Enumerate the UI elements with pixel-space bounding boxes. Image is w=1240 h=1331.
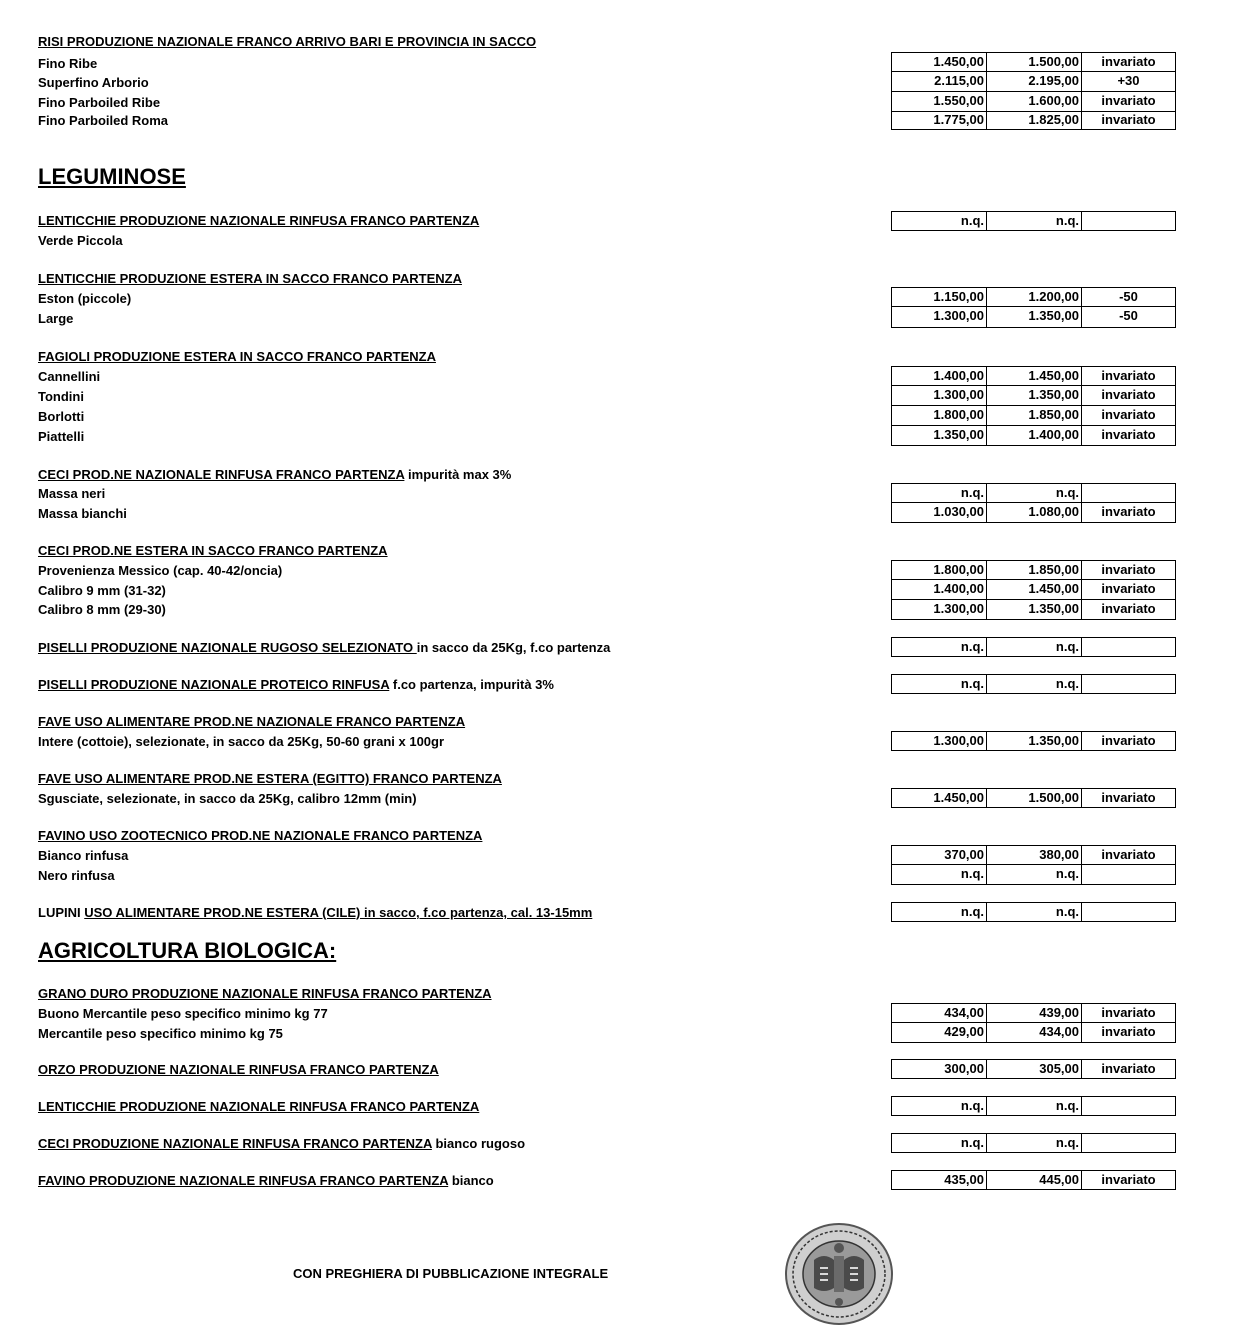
price-min: 1.400,00 (892, 580, 987, 599)
price-variation: invariato (1101, 368, 1156, 383)
price-row (891, 483, 1176, 503)
price-min: n.q. (892, 638, 987, 656)
row-label: Nero rinfusa (38, 868, 115, 883)
row-label: Eston (piccole) (38, 291, 132, 306)
row-label: Calibro 9 mm (31-32) (38, 583, 166, 598)
price-variation (1082, 903, 1175, 921)
price-min: 1.300,00 (892, 600, 987, 619)
price-max: 1.850,00 (987, 561, 1082, 579)
section-heading-fave-naz: FAVE USO ALIMENTARE PROD.NE NAZIONALE FRANCO PARTENZA (38, 714, 466, 729)
row-label: Verde Piccola (38, 233, 123, 248)
row-label: Large (38, 311, 74, 326)
price-variation: +30 (1117, 73, 1140, 88)
price-row (891, 426, 1176, 446)
section-title-leguminose: LEGUMINOSE (38, 164, 186, 189)
row-label: Mercantile peso specifico minimo kg 75 (38, 1026, 283, 1041)
price-min: 1.350,00 (892, 426, 987, 445)
price-row (891, 600, 1176, 620)
row-label: Tondini (38, 389, 84, 404)
price-row (891, 865, 1176, 885)
price-min: n.q. (892, 484, 987, 502)
row-label: Sgusciate, selezionate, in sacco da 25Kg, calibro 12mm (min) (38, 791, 417, 806)
price-variation: invariato (1101, 733, 1156, 748)
price-max: n.q. (987, 1134, 1082, 1152)
price-max: 1.450,00 (987, 367, 1082, 385)
price-variation (1082, 675, 1175, 693)
row-label: Massa neri (38, 486, 106, 501)
price-variation (1082, 1134, 1175, 1152)
price-row (891, 386, 1176, 406)
section-heading-risi: RISI PRODUZIONE NAZIONALE FRANCO ARRIVO BARI E PROVINCIA IN SACCO (38, 34, 537, 49)
section-heading-piselli-proteico: PISELLI PRODUZIONE NAZIONALE PROTEICO RINFUSA f.co partenza, impurità 3% (38, 677, 554, 692)
price-max: n.q. (987, 212, 1082, 230)
row-label: Buono Mercantile peso specifico minimo kg 77 (38, 1006, 328, 1021)
section-heading-favino-zoo: FAVINO USO ZOOTECNICO PROD.NE NAZIONALE FRANCO PARTENZA (38, 828, 483, 843)
price-min: 1.800,00 (892, 406, 987, 425)
price-max: 1.400,00 (987, 426, 1082, 445)
price-variation: invariato (1101, 93, 1156, 108)
section-heading-orzo-bio: ORZO PRODUZIONE NAZIONALE RINFUSA FRANCO PARTENZA (38, 1062, 439, 1077)
price-max: 380,00 (987, 846, 1082, 864)
price-variation: invariato (1101, 562, 1156, 577)
price-max: n.q. (987, 484, 1082, 502)
price-max: 434,00 (987, 1023, 1082, 1042)
price-row (891, 1096, 1176, 1116)
price-max: 1.080,00 (987, 503, 1082, 522)
price-variation: invariato (1101, 504, 1156, 519)
price-max: 1.350,00 (987, 386, 1082, 405)
price-min: 370,00 (892, 846, 987, 864)
price-min: n.q. (892, 1097, 987, 1115)
price-max: 1.850,00 (987, 406, 1082, 425)
price-variation (1082, 212, 1175, 230)
price-max: n.q. (987, 675, 1082, 693)
row-label: Intere (cottoie), selezionate, in sacco da 25Kg, 50-60 grani x 100gr (38, 734, 445, 749)
price-max: 1.600,00 (987, 92, 1082, 111)
row-label: Fino Parboiled Ribe (38, 95, 161, 110)
price-row (891, 307, 1176, 328)
price-min: 2.115,00 (892, 72, 987, 91)
price-variation: -50 (1119, 308, 1138, 323)
price-max: 305,00 (987, 1060, 1082, 1078)
price-max: 1.500,00 (987, 53, 1082, 71)
price-max: 445,00 (987, 1171, 1082, 1189)
row-label: Fino Ribe (38, 56, 98, 71)
row-label: Cannellini (38, 369, 101, 384)
price-max: 439,00 (987, 1004, 1082, 1022)
official-seal-icon (784, 1222, 894, 1326)
price-row (891, 1170, 1176, 1190)
price-variation: invariato (1101, 54, 1156, 69)
price-variation: invariato (1101, 112, 1156, 127)
price-row (891, 902, 1176, 922)
price-row (891, 1003, 1176, 1023)
section-heading-ceci-est: CECI PROD.NE ESTERA IN SACCO FRANCO PARTENZA (38, 543, 388, 558)
price-row (891, 503, 1176, 523)
price-variation: invariato (1101, 601, 1156, 616)
price-row (891, 1059, 1176, 1079)
price-min: 435,00 (892, 1171, 987, 1189)
price-variation: invariato (1101, 1172, 1156, 1187)
section-heading-ceci-naz: CECI PROD.NE NAZIONALE RINFUSA FRANCO PARTENZA impurità max 3% (38, 467, 512, 482)
price-variation: invariato (1101, 790, 1156, 805)
price-variation: -50 (1119, 289, 1138, 304)
row-label: Superfino Arborio (38, 75, 149, 90)
price-min: 1.450,00 (892, 789, 987, 807)
price-row (891, 560, 1176, 580)
price-row (891, 111, 1176, 130)
price-min: n.q. (892, 675, 987, 693)
price-variation: invariato (1101, 387, 1156, 402)
section-heading-grano-bio: GRANO DURO PRODUZIONE NAZIONALE RINFUSA FRANCO PARTENZA (38, 986, 492, 1001)
price-row (891, 406, 1176, 426)
price-max: 1.350,00 (987, 600, 1082, 619)
section-heading-lupini: LUPINI USO ALIMENTARE PROD.NE ESTERA (CILE) in sacco, f.co partenza, cal. 13-15mm (38, 905, 593, 920)
price-row (891, 1133, 1176, 1153)
price-row (891, 845, 1176, 865)
price-max: 1.500,00 (987, 789, 1082, 807)
price-min: n.q. (892, 1134, 987, 1152)
section-heading-ceci-bio: CECI PRODUZIONE NAZIONALE RINFUSA FRANCO PARTENZA bianco rugoso (38, 1136, 526, 1151)
price-variation: invariato (1101, 1005, 1156, 1020)
price-min: 1.300,00 (892, 732, 987, 750)
section-heading-lenticchie-bio: LENTICCHIE PRODUZIONE NAZIONALE RINFUSA FRANCO PARTENZA (38, 1099, 480, 1114)
price-max: n.q. (987, 638, 1082, 656)
row-label: Massa bianchi (38, 506, 127, 521)
row-label: Fino Parboiled Roma (38, 113, 169, 128)
price-min: 1.450,00 (892, 53, 987, 71)
price-variation: invariato (1101, 581, 1156, 596)
row-label: Bianco rinfusa (38, 848, 129, 863)
price-variation: invariato (1101, 1061, 1156, 1076)
row-label: Borlotti (38, 409, 85, 424)
publication-note: CON PREGHIERA DI PUBBLICAZIONE INTEGRALE (293, 1266, 609, 1281)
price-min: 1.300,00 (892, 386, 987, 405)
price-min: 1.150,00 (892, 288, 987, 306)
price-max: n.q. (987, 903, 1082, 921)
price-row (891, 72, 1176, 92)
price-max: 2.195,00 (987, 72, 1082, 91)
price-min: 1.030,00 (892, 503, 987, 522)
section-heading-lenticchie-est: LENTICCHIE PRODUZIONE ESTERA IN SACCO FRANCO PARTENZA (38, 271, 462, 286)
row-label: Provenienza Messico (cap. 40-42/oncia) (38, 563, 283, 578)
price-min: n.q. (892, 865, 987, 884)
price-variation (1082, 865, 1175, 884)
price-max: 1.825,00 (987, 111, 1082, 129)
price-variation: invariato (1101, 1024, 1156, 1039)
price-min: 300,00 (892, 1060, 987, 1078)
section-heading-fave-est: FAVE USO ALIMENTARE PROD.NE ESTERA (EGITTO) FRANCO PARTENZA (38, 771, 502, 786)
section-title-biologica: AGRICOLTURA BIOLOGICA: (38, 938, 337, 963)
price-variation (1082, 484, 1175, 502)
section-heading-piselli-rugoso: PISELLI PRODUZIONE NAZIONALE RUGOSO SELEZIONATO in sacco da 25Kg, f.co partenza (38, 640, 611, 655)
price-max: n.q. (987, 865, 1082, 884)
price-variation (1082, 638, 1175, 656)
price-min: n.q. (892, 212, 987, 230)
price-variation: invariato (1101, 847, 1156, 862)
price-row (891, 287, 1176, 307)
price-variation (1082, 1097, 1175, 1115)
price-min: n.q. (892, 903, 987, 921)
price-min: 1.300,00 (892, 307, 987, 327)
price-variation: invariato (1101, 427, 1156, 442)
section-heading-fagioli: FAGIOLI PRODUZIONE ESTERA IN SACCO FRANCO PARTENZA (38, 349, 436, 364)
price-row (891, 788, 1176, 808)
price-min: 429,00 (892, 1023, 987, 1042)
price-max: 1.350,00 (987, 732, 1082, 750)
price-max: n.q. (987, 1097, 1082, 1115)
price-row (891, 211, 1176, 231)
price-row (891, 92, 1176, 112)
price-row (891, 674, 1176, 694)
price-row (891, 731, 1176, 751)
price-min: 434,00 (892, 1004, 987, 1022)
row-label: Piattelli (38, 429, 85, 444)
price-max: 1.350,00 (987, 307, 1082, 327)
price-row (891, 637, 1176, 657)
row-label: Calibro 8 mm (29-30) (38, 602, 166, 617)
price-max: 1.200,00 (987, 288, 1082, 306)
price-max: 1.450,00 (987, 580, 1082, 599)
price-row (891, 366, 1176, 386)
price-min: 1.800,00 (892, 561, 987, 579)
price-row (891, 52, 1176, 72)
price-min: 1.775,00 (892, 111, 987, 129)
section-heading-lenticchie-naz: LENTICCHIE PRODUZIONE NAZIONALE RINFUSA FRANCO PARTENZA (38, 213, 480, 228)
price-min: 1.550,00 (892, 92, 987, 111)
price-min: 1.400,00 (892, 367, 987, 385)
price-variation: invariato (1101, 407, 1156, 422)
price-row (891, 580, 1176, 600)
price-row (891, 1023, 1176, 1043)
section-heading-favino-bio: FAVINO PRODUZIONE NAZIONALE RINFUSA FRANCO PARTENZA bianco (38, 1173, 494, 1188)
